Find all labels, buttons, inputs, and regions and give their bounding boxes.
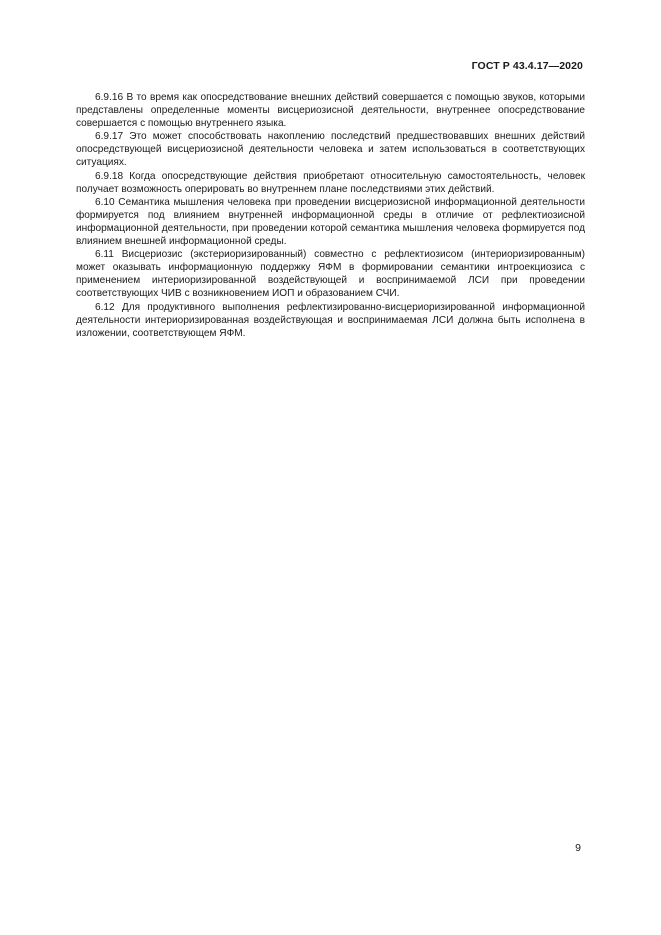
document-standard-code: ГОСТ Р 43.4.17—2020 [471,60,583,72]
paragraph-6-12: 6.12 Для продуктивного выполнения рефлектизированно-висцериоризированной информационной деятельности интериоризированная воздействующая и воспринимаемая ЛСИ должна быть исполнена в изложении, соответствующем ЯФМ. [76,301,585,339]
document-body [76,91,585,340]
paragraph-6-9-17: 6.9.17 Это может способствовать накоплению последствий предшествовавших внешних действий опосредствующей висцериозисной деятельности человека и затем использоваться в соответствующих ситуациях. [76,131,585,169]
paragraph-6-10: 6.10 Семантика мышления человека при проведении висцериозисной информационной деятельности формируется под влиянием внутренней информационной среды в отличие от рефлектиозисной информационной деятельности, при проведении которой семантика мышления человека формируется под влиянием внешней информационной среды. [76,196,585,248]
paragraph-6-9-16: 6.9.16 В то время как опосредствование внешних действий совершается с помощью звуков, которыми представлены определенные моменты висцериозисной деятельности, внутреннее опосредствование совершается с помощью внутреннего языка. [76,92,585,130]
paragraph-6-11: 6.11 Висцериозис (экстериоризированный) совместно с рефлектиозисом (интериоризированным) может оказывать информационную поддержку ЯФМ в формировании семантики интроекциозиса с применением интериоризированной воздействующей и воспринимаемой ЛСИ при проведении соответствующих ЧИВ с возникновением ИОП и образованием СЧИ. [76,249,585,300]
paragraph-6-9-18: 6.9.18 Когда опосредствующие действия приобретают относительную самостоятельность, человек получает возможность оперировать во внутреннем плане последствиями этих действий. [76,170,585,195]
page-number: 9 [575,842,581,854]
